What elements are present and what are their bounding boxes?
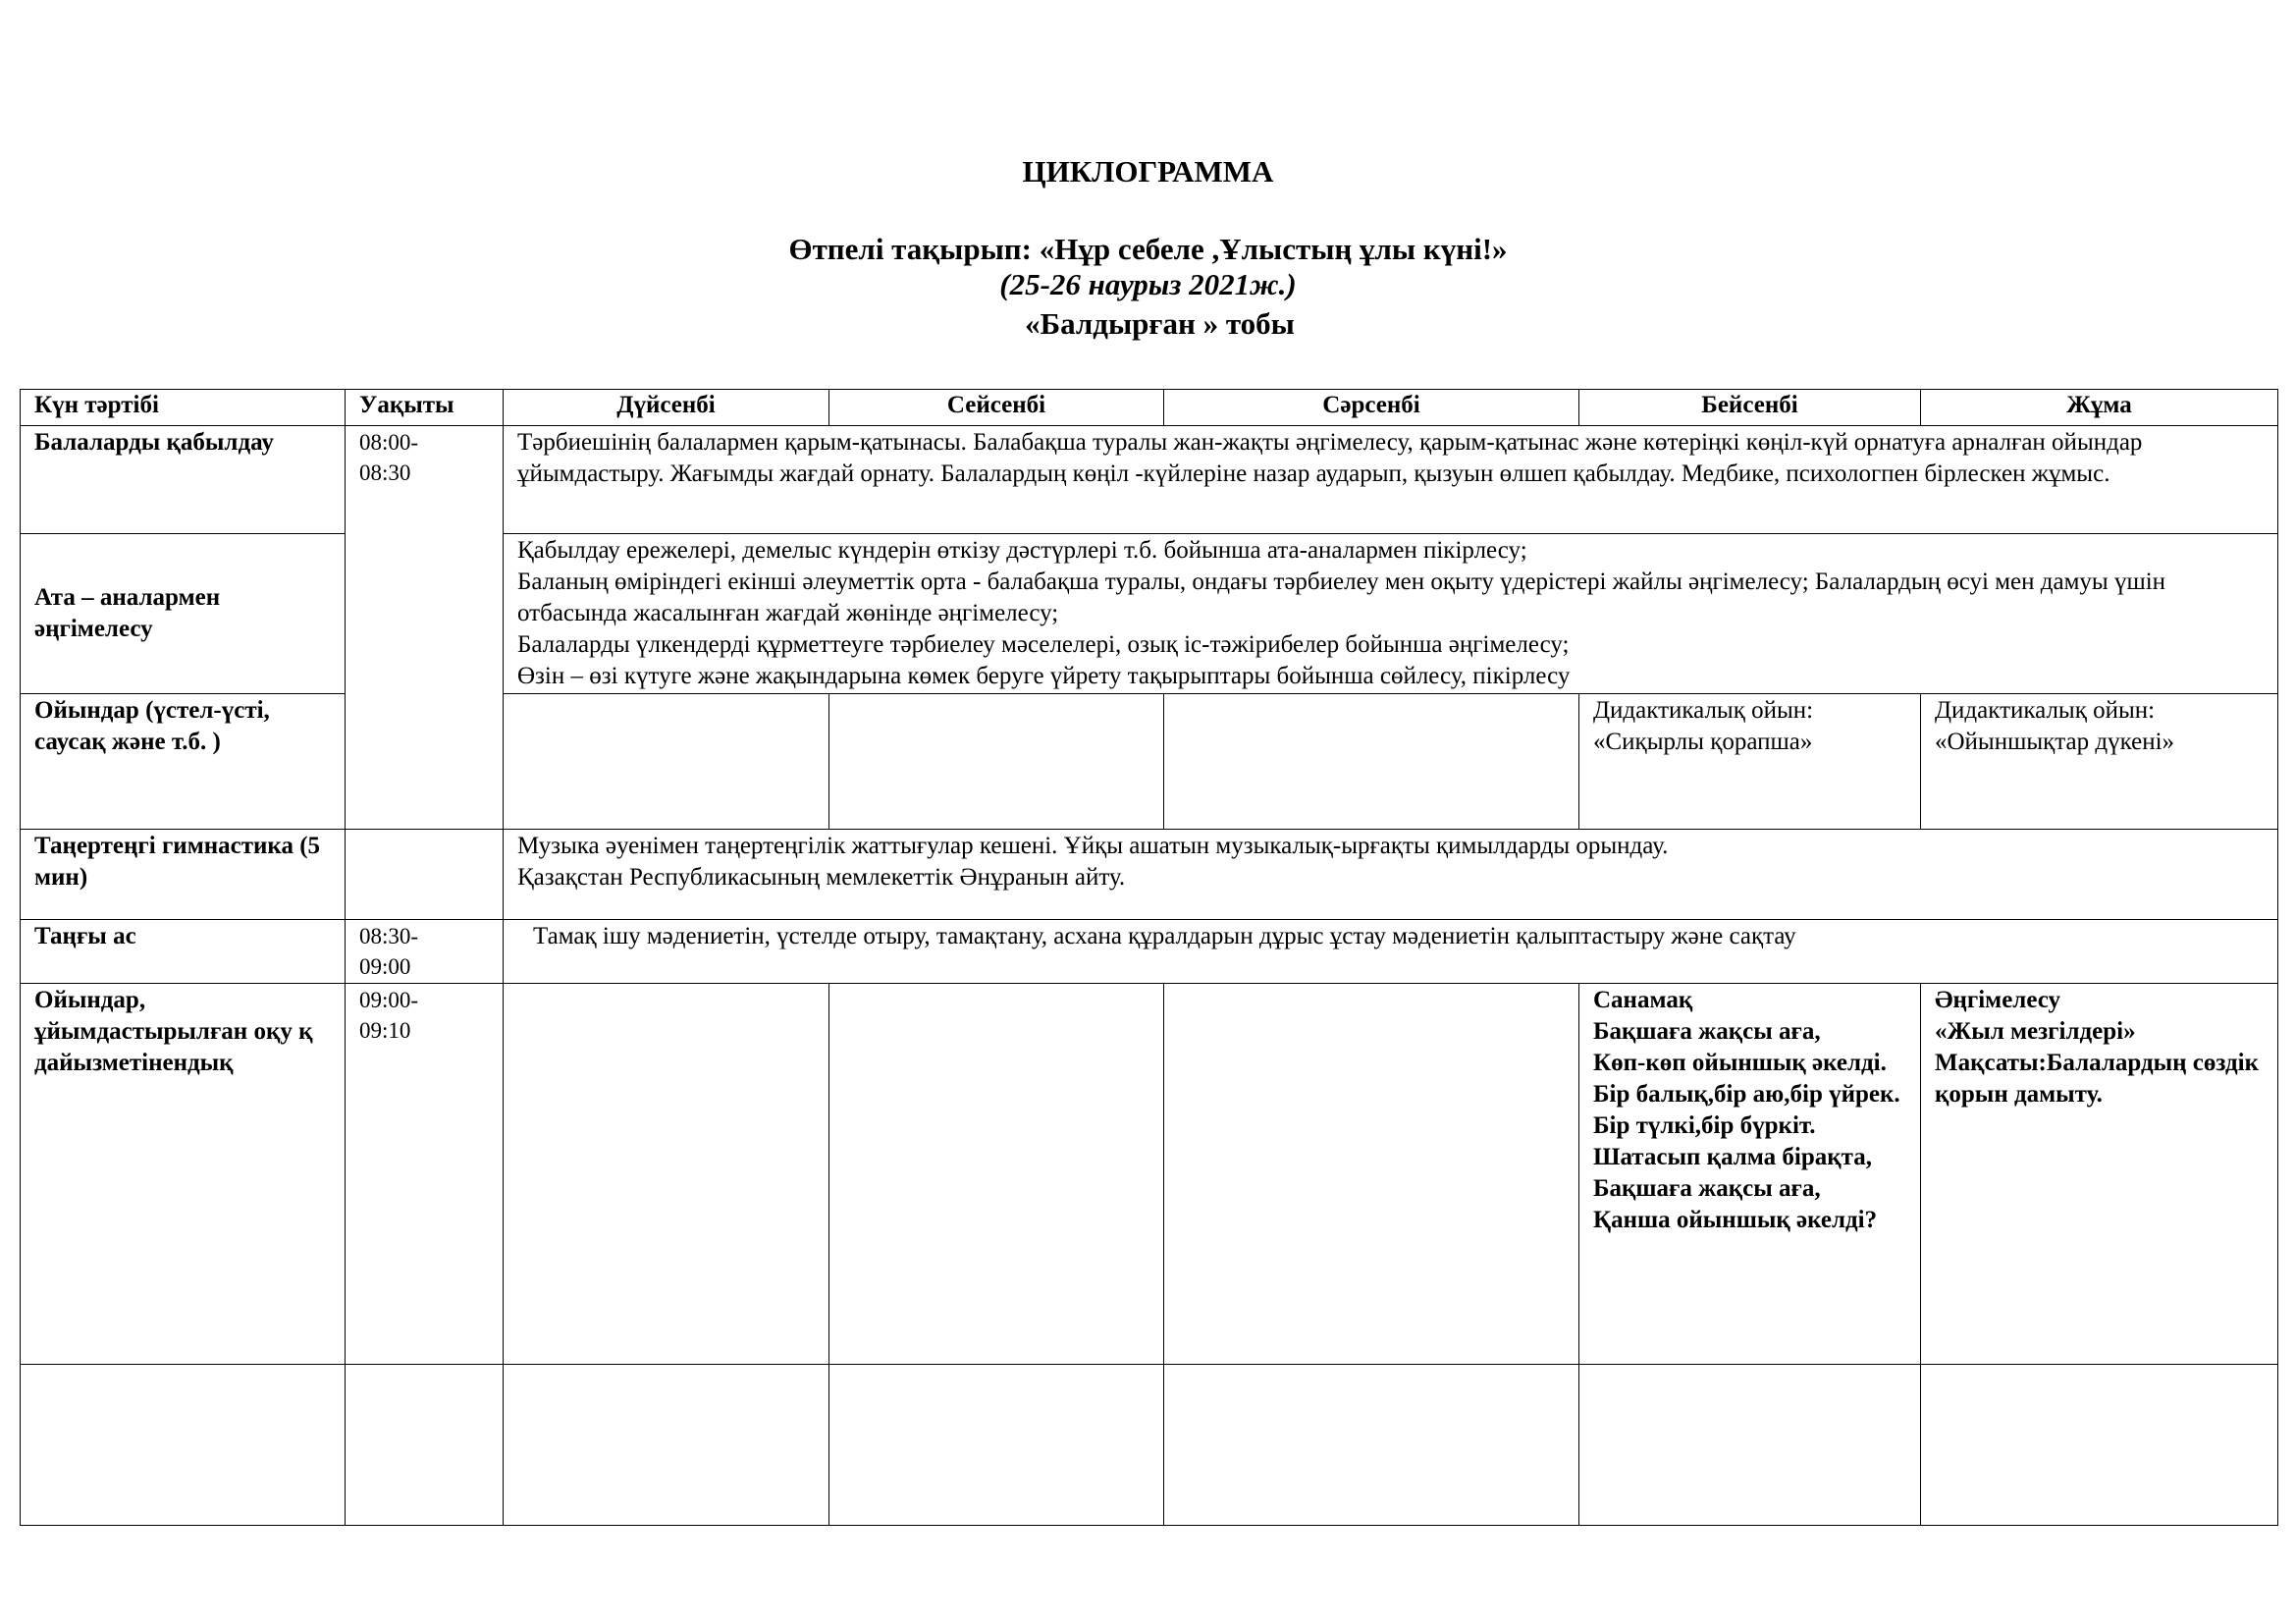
- gymnastics-description: [504, 830, 2278, 920]
- activity-monday: [504, 984, 829, 1365]
- empty-cell: [1164, 1365, 1579, 1526]
- document-title: ЦИКЛОГРАММА: [1022, 154, 1274, 189]
- header-row: [21, 390, 2278, 426]
- games-monday: [504, 694, 829, 830]
- row-label-games: Ойындар (үстел-үсті, саусақ және т.б. ): [21, 694, 346, 830]
- poem-line: Санамақ: [1593, 987, 1693, 1013]
- games-thursday: [1579, 694, 1921, 830]
- poem-line: Қанша ойыншық әкелді?: [1593, 1207, 1878, 1233]
- activity-wednesday: [1164, 984, 1579, 1365]
- column-header-friday: Жұма: [1921, 390, 2278, 426]
- poem-line: Бақшаға жақсы аға,: [1593, 1018, 1821, 1045]
- column-header-schedule: Күн тәртібі: [21, 390, 346, 426]
- row-label-parents: Ата – аналармен әңгімелесу: [21, 534, 346, 694]
- poem-line: Көп-көп ойыншық әкелді.: [1593, 1050, 1887, 1076]
- row-label-breakfast: Таңғы ас: [21, 920, 346, 984]
- time-reception: [346, 426, 504, 830]
- time-start: 08:30-: [359, 924, 419, 948]
- time-end: 08:30: [359, 460, 411, 485]
- parents-description: [504, 534, 2278, 694]
- games-friday: [1921, 694, 2278, 830]
- games-wednesday: [1164, 694, 1579, 830]
- gymnastics-line: Музыка әуенімен таңертеңгілік жаттығулар кешені. Ұйқы ашатын музыкалық-ырғақты қимылдарды орындау.: [517, 833, 1669, 859]
- empty-cell: [346, 1365, 504, 1526]
- game-title: «Сиқырлы қорапша»: [1593, 729, 1813, 755]
- parents-line: Қабылдау ережелері, демелыс күндерін өткізу дәстүрлері т.б. бойынша ата-аналармен пікірлесу;: [517, 537, 1527, 564]
- parents-line: Баланың өміріндегі екінші әлеуметтік орта - балабақша туралы, ондағы тәрбиелеу мен оқыту үдерістері жайлы әңгімелесу; Балалардың өсуі мен дамуы үшін отбасында жасалынған жағдай жөнінде әңгімелесу;: [517, 568, 2166, 626]
- table-row-breakfast: [21, 920, 2278, 984]
- group-name: «Балдырған » тобы: [1025, 306, 1295, 341]
- column-header-time: Уақыты: [346, 390, 504, 426]
- date-range: (25-26 наурыз 2021ж.): [999, 267, 1297, 301]
- schedule-table: [20, 389, 2278, 1526]
- poem-line: Шатасып қалма бірақта,: [1593, 1144, 1873, 1170]
- time-breakfast: [346, 920, 504, 984]
- parents-line: Балаларды үлкендерді құрметтеуге тәрбиелеу мәселелері, озық іс-тәжірибелер бойынша әңгімелесу;: [517, 631, 1570, 658]
- parents-line: Өзін – өзі күтуге және жақындарына көмек беруге үйрету тақырыптары бойынша сөйлесу, пікірлесу: [517, 663, 1571, 689]
- empty-cell: [1921, 1365, 2278, 1526]
- time-start: 09:00-: [359, 988, 419, 1012]
- time-end: 09:10: [359, 1018, 411, 1043]
- row-label-gymnastics: Таңертеңгі гимнастика (5 мин): [21, 830, 346, 920]
- game-type: Дидактикалық ойын:: [1593, 697, 1814, 724]
- row-label-organized-activity: Ойындар, ұйымдастырылған оқу қ дайызметінендық: [21, 984, 346, 1365]
- table-row-organized-activity: [21, 984, 2278, 1365]
- empty-cell: [1579, 1365, 1921, 1526]
- breakfast-description: Тамақ ішу мәдениетін, үстелде отыру, тамақтану, асхана құралдарын дұрыс ұстау мәдениетін қалыптастыру және сақтау: [504, 920, 2278, 984]
- time-start: 08:00-: [359, 430, 419, 455]
- table-row-gymnastics: [21, 830, 2278, 920]
- game-type: Дидактикалық ойын:: [1935, 697, 2156, 724]
- column-header-monday: Дүйсенбі: [504, 390, 829, 426]
- column-header-thursday: Бейсенбі: [1579, 390, 1921, 426]
- time-gymnastics: [346, 830, 504, 920]
- game-title: «Ойыншықтар дүкені»: [1935, 729, 2175, 755]
- empty-cell: [21, 1365, 346, 1526]
- empty-cell: [504, 1365, 829, 1526]
- column-header-wednesday: Сәрсенбі: [1164, 390, 1579, 426]
- gymnastics-line: Қазақстан Республикасының мемлекеттік Әнұранын айту.: [517, 864, 1126, 891]
- table-row-empty: [21, 1365, 2278, 1526]
- activity-tuesday: [829, 984, 1164, 1365]
- time-end: 09:00: [359, 954, 411, 979]
- poem-line: Бақшаға жақсы аға,: [1593, 1175, 1821, 1202]
- activity-title: «Жыл мезгілдері»: [1935, 1018, 2136, 1045]
- activity-goal: Мақсаты:Балалардың сөздік қорын дамыту.: [1935, 1050, 2259, 1108]
- poem-line: Бір түлкі,бір бүркіт.: [1593, 1112, 1816, 1139]
- row-label-reception: Балаларды қабылдау: [21, 426, 346, 534]
- activity-friday: [1921, 984, 2278, 1365]
- theme-heading: Өтпелі тақырып: «Нұр себеле ,Ұлыстың ұлы күні!»: [788, 232, 1508, 266]
- time-organized-activity: [346, 984, 504, 1365]
- activity-thursday: [1579, 984, 1921, 1365]
- column-header-tuesday: Сейсенбі: [829, 390, 1164, 426]
- poem-line: Бір балық,бір аю,бір үйрек.: [1593, 1081, 1900, 1108]
- games-tuesday: [829, 694, 1164, 830]
- table-row-reception: [21, 426, 2278, 534]
- reception-description: Тәрбиешінің балалармен қарым-қатынасы. Балабақша туралы жан-жақты әңгімелесу, қарым-қатынас және көтеріңкі көңіл-күй орнатуға арналған ойындар ұйымдастыру. Жағымды жағдай орнату. Балалардың көңіл -күйлеріне назар аударып, қызуын өлшеп қабылдау. Медбике, психологпен бірлескен жұмыс.: [504, 426, 2278, 534]
- empty-cell: [829, 1365, 1164, 1526]
- activity-type: Әңгімелесу: [1935, 987, 2060, 1013]
